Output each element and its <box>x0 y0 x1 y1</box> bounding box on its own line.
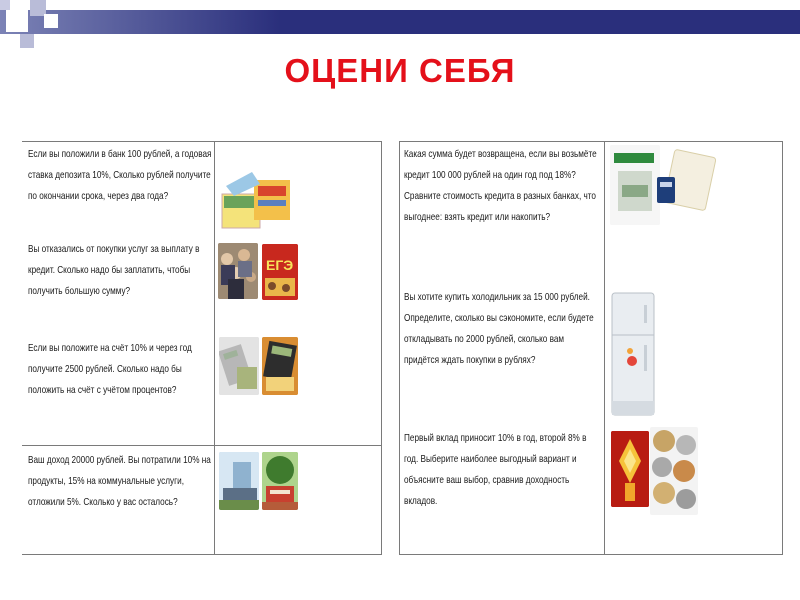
money-boxes-image <box>220 166 295 240</box>
decor-square-5 <box>0 0 10 10</box>
left-table-right-border <box>381 141 382 555</box>
left-table-divider <box>214 141 215 555</box>
right-table-right-border <box>782 141 783 555</box>
right-table-top-border <box>399 141 783 142</box>
header-bar <box>0 10 800 34</box>
bank-card-image <box>610 145 660 225</box>
left-table-row-divider <box>22 445 382 446</box>
left-row-4-text: Ваш доход 20000 рублей. Вы потратили 10% на продукты, 15% на коммунальные услуги, отложили 5%. Сколько у вас осталось? <box>28 454 211 508</box>
left-table-top-border <box>22 141 382 142</box>
decor-square-4 <box>44 14 58 28</box>
slide-title: ОЦЕНИ СЕБЯ <box>284 52 516 89</box>
left-row-2-text: Вы отказались от покупки услуг за выплату в кредит. Сколько надо бы заплатить, чтобы получить большую сумму? <box>28 243 200 297</box>
left-row-1-text: Если вы положили в банк 100 рублей, а годовая ставка депозита 10%, Сколько рублей получите по окончании срока, через два года? <box>28 148 212 202</box>
ege-poster-image <box>262 244 298 300</box>
right-table-left-border <box>399 141 400 555</box>
right-row-1-text: Какая сумма будет возвращена, если вы возьмёте кредит 100 000 рублей на один год под 18%? Сравните стоимость кредита в разных банках, что выгоднее: взять кредит или накопить? <box>404 148 597 223</box>
right-table-bottom-border <box>399 554 783 555</box>
coins-image <box>650 427 698 515</box>
store-photo-image <box>262 452 298 510</box>
payment-card-image <box>655 147 717 219</box>
decor-square-1 <box>6 10 28 32</box>
calculator-book-image <box>262 337 298 395</box>
crowd-photo-image <box>218 243 258 299</box>
refrigerator-image <box>610 291 656 417</box>
right-table-divider <box>604 141 605 555</box>
building-photo-image <box>219 452 259 510</box>
right-row-3-text: Первый вклад приносит 10% в год, второй 8% в год. Выберите наиболее выгодный вариант и объясните ваш выбор, сравнив доходность вкладов. <box>404 432 587 507</box>
right-row-2-text: Вы хотите купить холодильник за 15 000 рублей. Определите, сколько вы сэкономите, если будете откладывать по 2000 рублей, сколько вам придётся ждать покупки в рублях? <box>404 291 594 366</box>
left-table-bottom-border <box>22 554 382 555</box>
piggy-bank-image <box>611 431 649 507</box>
left-row-3-text: Если вы положите на счёт 10% и через год получите 2500 рублей. Сколько надо бы положить на счёт с учётом процентов? <box>28 342 192 396</box>
calculator-money-image <box>219 337 259 395</box>
svg-text:ЕГЭ: ЕГЭ <box>266 257 294 273</box>
decor-square-3 <box>20 34 34 48</box>
